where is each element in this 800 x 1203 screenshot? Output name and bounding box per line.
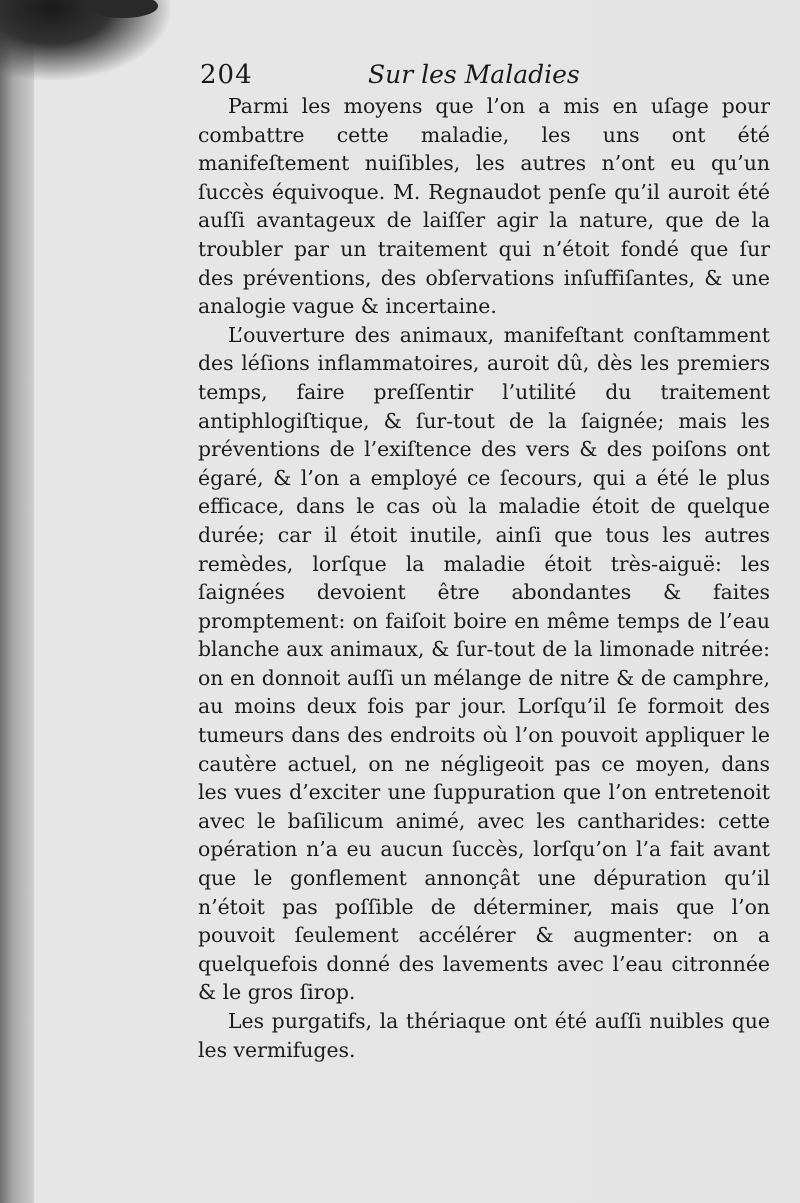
body-text [198, 92, 770, 1064]
running-title: Sur les Maladies [368, 60, 580, 89]
paragraph-1: Parmi les moyens que l’on a mis en uſage pour combattre cette maladie, les uns ont été manifeſtement nuiſibles, les autres n’ont eu qu’un ſuccès équivoque. M. Regnaudot penſe qu’il auroit été auſſi avantageux de laiſſer agir la nature, que de la troubler par un traitement qui n’étoit fondé que ſur des préventions, des obſervations inſuffiſantes, & une analogie vague & incertaine. [198, 94, 770, 319]
page-number: 204 [200, 60, 253, 90]
page-gutter [0, 0, 34, 1203]
paragraph-2: L’ouverture des animaux, manifeſtant conſtamment des léſions inflammatoires, auroit dû, dès les premiers temps, faire preſſentir l’utilité du traitement antiphlogiſtique, & ſur-tout de la ſaignée; mais les préventions de l’exiſtence des vers & des poiſons ont égaré, & l’on a employé ce ſecours, qui a été le plus efficace, dans le cas où la maladie étoit de quelque durée; car il étoit inutile, ainſi que tous les autres remèdes, lorſque la maladie étoit très-aiguë: les ſaignées devoient être abondantes & faites promptement: on faiſoit boire en même temps de l’eau blanche aux animaux, & ſur-tout de la limonade nitrée: on en donnoit auſſi un mélange de nitre & de camphre, au moins deux fois par jour. Lorſqu’il ſe formoit des tumeurs dans des endroits où l’on pouvoit appliquer le cautère actuel, on ne négligeoit pas ce moyen, dans les vues d’exciter une ſuppuration que l’on entretenoit avec le baſilicum animé, avec les cantharides: cette opération n’a eu aucun ſuccès, lorſqu’on l’a fait avant que le gonflement annonçât une dépuration qu’il n’étoit pas poſſible de déterminer, mais que l’on pouvoit ſeulement accélérer & augmenter: on a quelquefois donné des lavements avec l’eau citronnée & le gros ſirop. [198, 322, 770, 1005]
page-header [200, 60, 760, 94]
paragraph-3: Les purgatifs, la thériaque ont été auſſi nuibles que les vermifuges. [198, 1009, 770, 1062]
